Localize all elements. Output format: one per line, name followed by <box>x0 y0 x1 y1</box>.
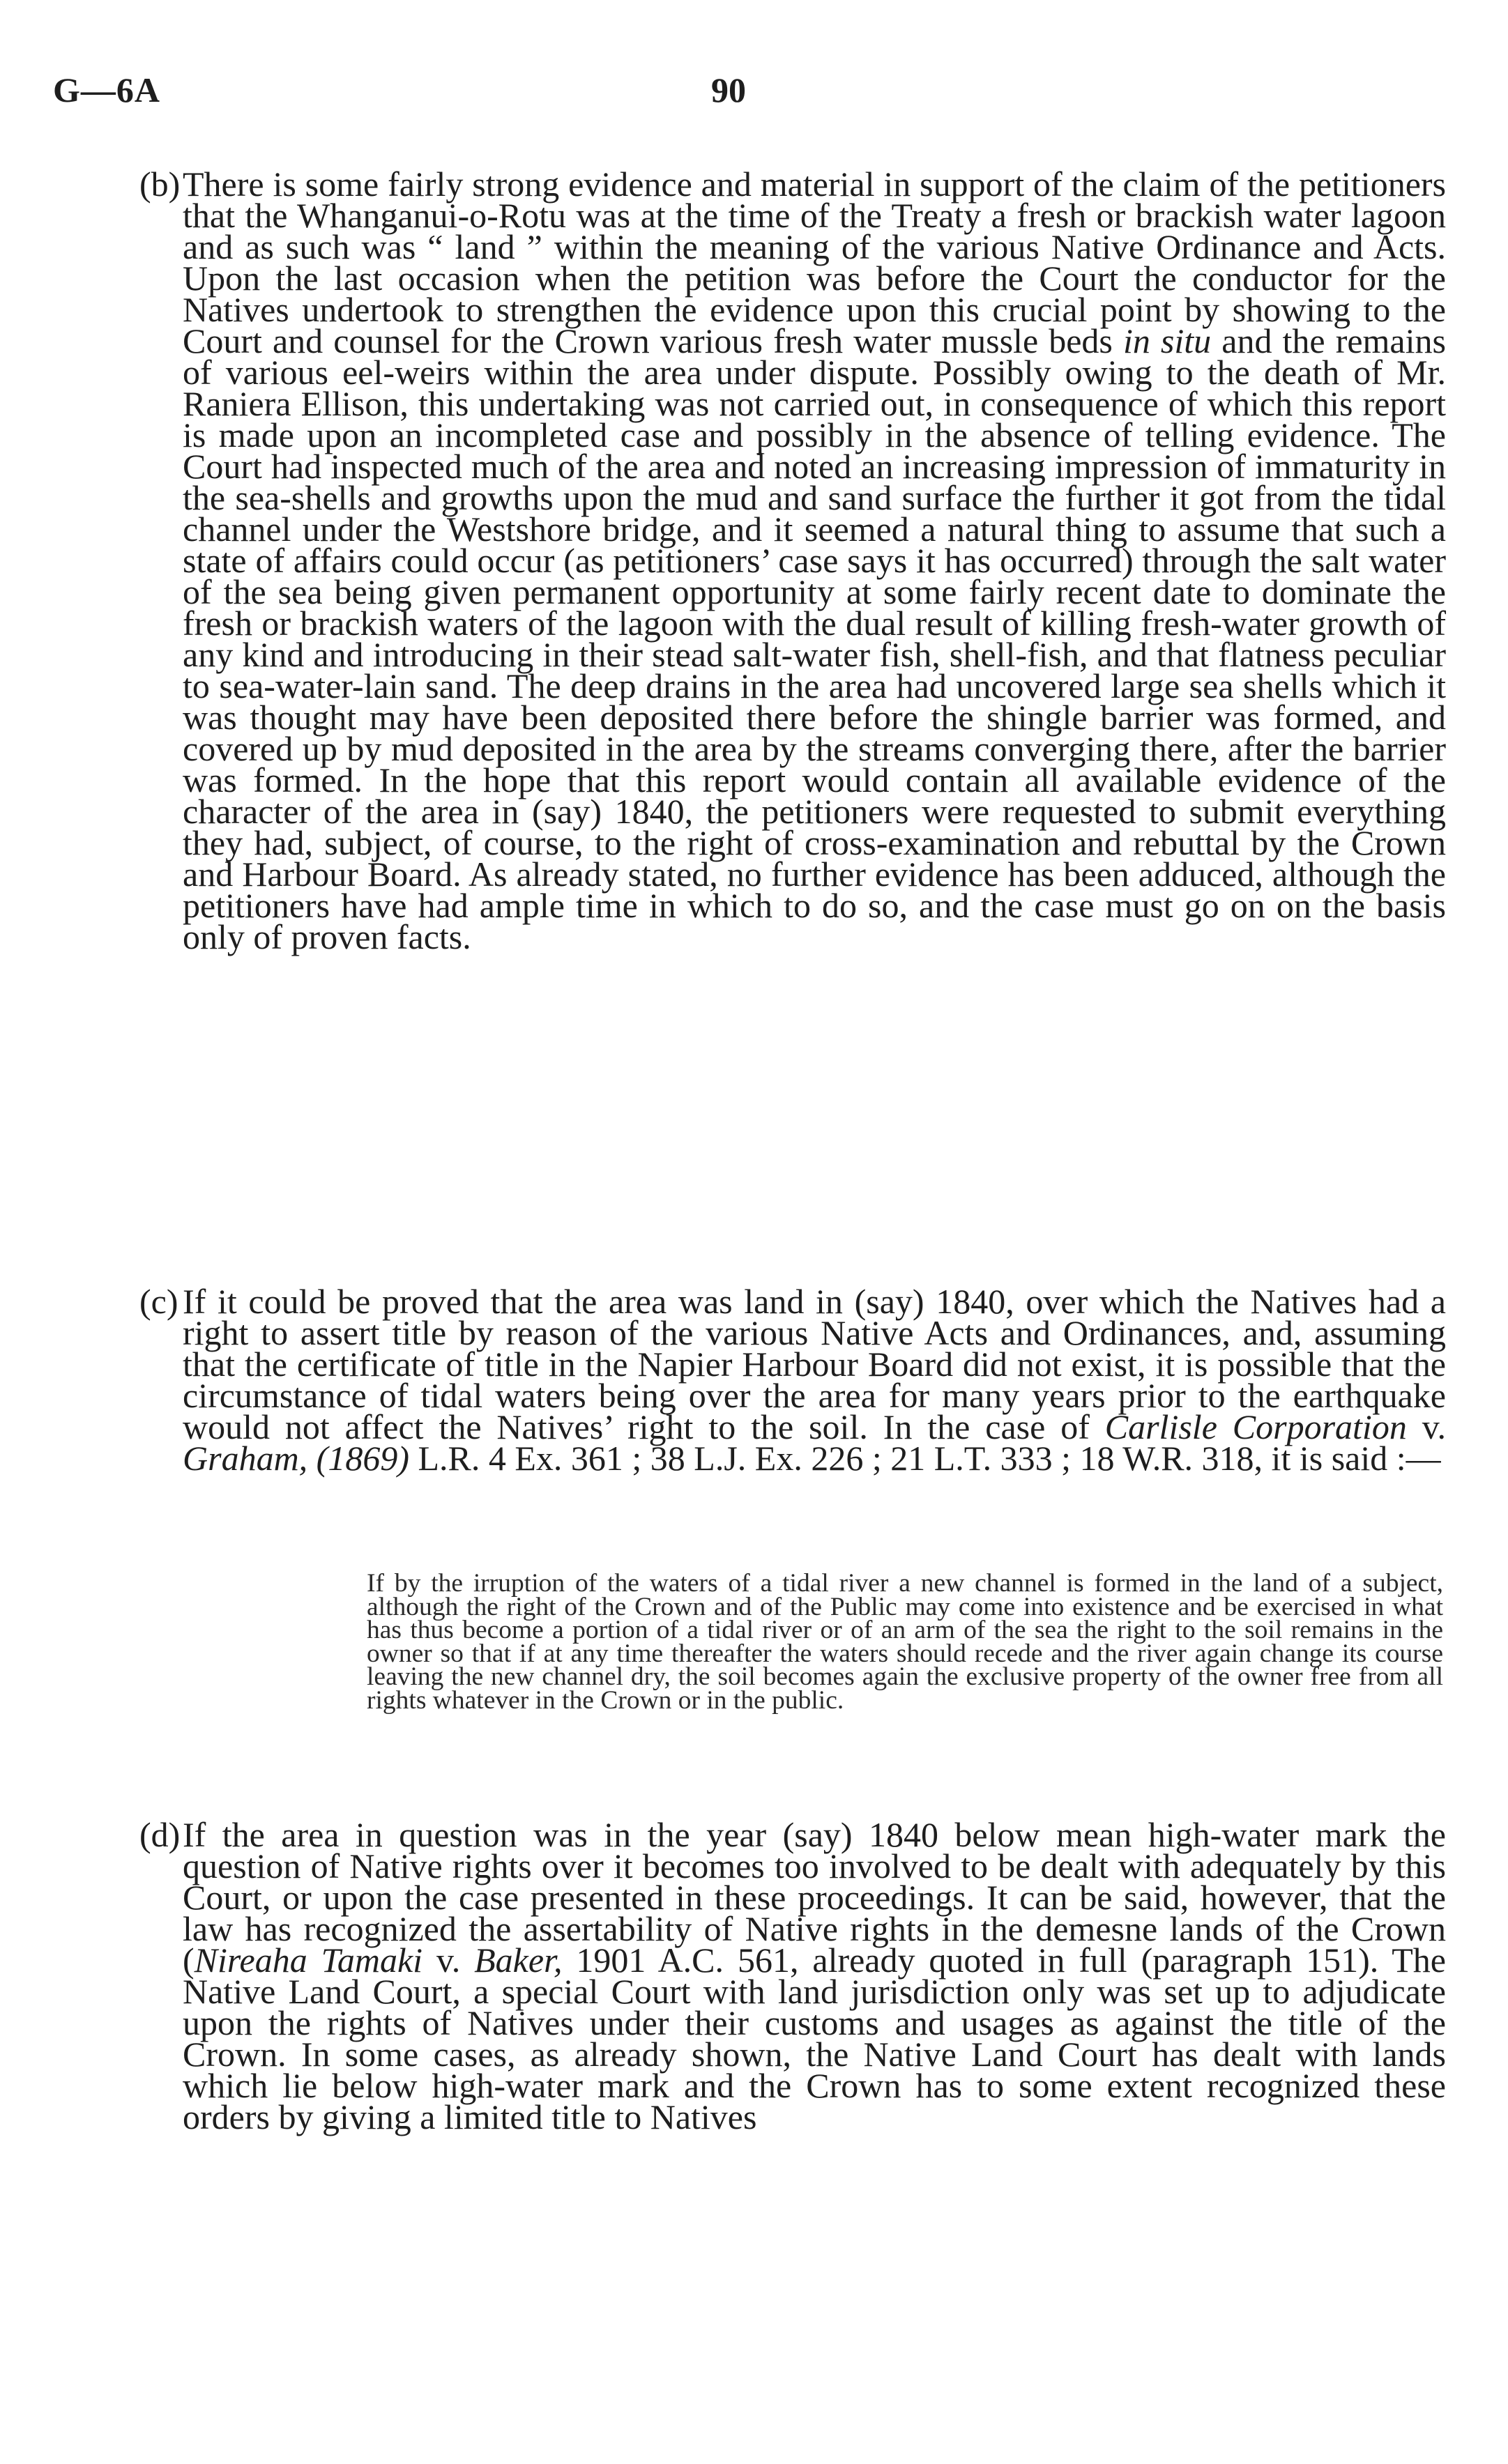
paragraph-b-text-2: and the remains of various eel-weirs within the area under dispute. Possibly owing to the death of Mr. Raniera Ellison, this undertaking was not carried out, in consequence of which this report is made upon an incompleted case and possibly in the absence of telling evidence. The Court had inspected much of the area and noted an increasing impression of immaturity in the sea-shells and growths upon the mud and sand surface the further it got from the tidal channel under the Westshore bridge, and it seemed a natural thing to assume that such a state of affairs could occur (as petitioners’ case says it has occurred) through the salt water of the sea being given permanent opportunity at some fairly recent date to dominate the fresh or brackish waters of the lagoon with the dual result of killing fresh-water growth of any kind and introducing in their stead salt-water fish, shell-fish, and that flatness peculiar to sea-water-lain sand. The deep drains in the area had uncovered large sea shells which it was thought may have been deposited there before the shingle barrier was formed, and covered up by mud deposited in the area by the streams converging there, after the barrier was formed. In the hope that this report would contain all available evidence of the character of the area in (say) 1840, the petitioners were requested to submit everything they had, subject, of course, to the right of cross-examination and rebuttal by the Crown and Harbour Board. As already stated, no further evidence has been adduced, although the petitioners have had ample time in which to do so, and the case must go on on the basis only of proven facts. <box>183 321 1446 956</box>
paragraph-d-text-1: If the area in question was in the year (say) 1840 below mean high-water mark the question of Native rights over it becomes too involved to be dealt with adequately by this Court, or upon the case presented in these proceedings. It can be said, however, that the law has recognized the assertability of Native rights in the demesne lands of the Crown ( <box>183 1815 1446 1980</box>
paragraph-d-case-name-2: Baker, <box>474 1941 563 1980</box>
paragraph-d-text-3: 1901 A.C. 561, already quoted in full (paragraph 151). The Native Land Court, a special Court with land jurisdiction only was set up to adjudicate upon the rights of Natives under their customs and usages as against the title of the Crown. In some cases, as already shown, the Native Land Court has dealt with lands which lie below high-water mark and the Crown has to some extent recognized these orders by giving a limited title to Natives <box>183 1941 1446 2136</box>
page-header <box>0 70 1508 125</box>
paragraph-b-label: (b) <box>139 164 181 204</box>
paragraph-d-text-2: v. <box>422 1941 475 1980</box>
paragraph-b-italic-1: in situ <box>1122 321 1212 360</box>
paragraph-d-label: (d) <box>139 1815 181 1854</box>
paragraph-c-case-name-2: Graham, (1869) <box>183 1439 409 1478</box>
paragraph-c-text-3: L.R. 4 Ex. 361 ; 38 L.J. Ex. 226 ; 21 L.T. 333 ; 18 W.R. 318, it is said :— <box>409 1439 1441 1478</box>
paragraph-b <box>183 164 1446 956</box>
paragraph-c <box>183 1282 1446 1478</box>
paragraph-d-case-name-1: Nireaha Tamaki <box>194 1941 423 1980</box>
paragraph-c-label: (c) <box>139 1282 178 1321</box>
block-quote: If by the irruption of the waters of a tidal river a new channel is formed in the land of a subject, although the right of the Crown and of the Public may come into existence and be exercised in what has thus become a portion of a tidal river or of an arm of the sea the right to the soil remains in the owner so that if at any time thereafter the waters should recede and the river again change its course leaving the new channel dry, the soil becomes again the exclusive property of the owner free from all rights whatever in the Crown or in the public. <box>367 1569 1443 1715</box>
paragraph-c-text-2: v. <box>1406 1407 1446 1446</box>
paragraph-d <box>183 1815 1446 2136</box>
paragraph-c-case-name-1: Carlisle Corporation <box>1104 1407 1407 1446</box>
paragraph-b-text-1: There is some fairly strong evidence and material in support of the claim of the petitioners that the Whanganui-o-Rotu was at the time of the Treaty a fresh or brackish water lagoon and as such was “ land ” within the meaning of the various Native Ordinance and Acts. Upon the last occasion when the petition was before the Court the conductor for the Natives undertook to strengthen the evidence upon this crucial point by showing to the Court and counsel for the Crown various fresh water mussle beds <box>183 164 1446 360</box>
paragraph-c-text-1: If it could be proved that the area was land in (say) 1840, over which the Natives had a right to assert title by reason of the various Native Acts and Ordinances, and, assuming that the certificate of title in the Napier Harbour Board did not exist, it is possible that the circumstance of tidal waters being over the area for many years prior to the earthquake would not affect the Natives’ right to the soil. In the case of <box>183 1282 1446 1446</box>
page-number: 90 <box>711 70 746 109</box>
document-reference: G—6A <box>53 70 160 109</box>
